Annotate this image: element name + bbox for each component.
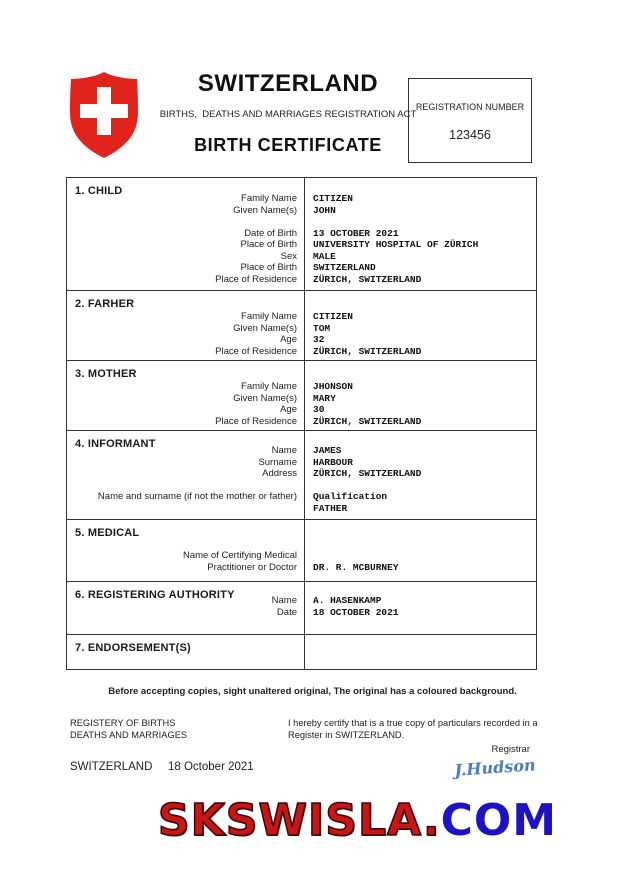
section-father-values bbox=[304, 291, 536, 360]
registration-number-value: 123456 bbox=[449, 128, 491, 142]
spacer bbox=[305, 480, 536, 492]
watermark-main: SKSWISLA. bbox=[157, 795, 441, 846]
certification-statement bbox=[288, 718, 538, 741]
section-title: 4. INFORMANT bbox=[75, 438, 156, 450]
registration-number-box bbox=[408, 78, 532, 163]
section-endorsements bbox=[67, 634, 536, 669]
field-label: Age bbox=[280, 334, 297, 345]
registrar-signature: J.Hudson bbox=[453, 755, 537, 780]
swiss-cross-horizontal bbox=[80, 104, 128, 118]
field-label: Place of Residence bbox=[215, 273, 297, 285]
section-child bbox=[67, 178, 536, 290]
section-endorsements-values bbox=[304, 635, 536, 669]
field-label: Name of Certifying Medical bbox=[182, 550, 297, 561]
section-registering-authority-labels bbox=[67, 582, 304, 634]
field-label: Place of Residence bbox=[215, 415, 297, 427]
spacer bbox=[305, 550, 536, 562]
footer-date: 18 October 2021 bbox=[168, 761, 254, 773]
section-title: 3. MOTHER bbox=[75, 368, 137, 380]
spacer bbox=[67, 480, 304, 492]
section-child-labels bbox=[67, 178, 304, 290]
field-value: A. HASENKAMP bbox=[313, 595, 382, 606]
field-label: Name bbox=[271, 595, 297, 606]
field-label: Sex bbox=[280, 250, 297, 262]
field-value: JHONSON bbox=[313, 381, 353, 392]
field-label: Family Name bbox=[241, 311, 297, 322]
section-medical-values bbox=[304, 520, 536, 581]
field-label: Name bbox=[271, 445, 297, 456]
section-father bbox=[67, 290, 536, 360]
field-label: Family Name bbox=[241, 381, 297, 392]
section-registering-authority bbox=[67, 581, 536, 634]
field-label: Name and surname (if not the mother or father) bbox=[97, 491, 297, 502]
footer-country: SWITZERLAND bbox=[70, 761, 153, 773]
registry-line-1: REGISTERY OF BIRTHS bbox=[70, 718, 176, 728]
section-mother bbox=[67, 360, 536, 430]
field-label: Given Name(s) bbox=[233, 392, 297, 404]
field-value: SWITZERLAND bbox=[313, 262, 376, 273]
field-label: Surname bbox=[258, 456, 297, 468]
field-value: 32 bbox=[313, 334, 325, 345]
registry-address bbox=[70, 718, 187, 741]
section-informant-labels bbox=[67, 431, 304, 519]
section-mother-values bbox=[304, 361, 536, 430]
field-value: 13 OCTOBER 2021 bbox=[313, 227, 399, 239]
field-label: Address bbox=[262, 468, 297, 479]
field-value: JOHN bbox=[313, 204, 336, 216]
certify-line-2: Register in SWITZERLAND. bbox=[288, 729, 405, 740]
field-label: Date bbox=[276, 606, 297, 618]
registration-act-subtitle: BIRTHS, DEATHS AND MARRIAGES REGISTRATION ACT bbox=[159, 109, 417, 120]
registration-number-label: REGISTRATION NUMBER bbox=[415, 102, 525, 112]
section-mother-labels bbox=[67, 361, 304, 430]
section-title: 6. REGISTERING AUTHORITY bbox=[75, 589, 235, 601]
field-value: MARY bbox=[313, 392, 336, 404]
field-value: CITIZEN bbox=[313, 193, 353, 204]
registrar-label: Registrar bbox=[491, 744, 530, 755]
section-medical-labels bbox=[67, 520, 304, 581]
field-label: Given Name(s) bbox=[233, 322, 297, 334]
section-registering-authority-values bbox=[304, 582, 536, 634]
section-title: 7. ENDORSEMENT(S) bbox=[75, 642, 191, 654]
field-value: UNIVERSITY HOSPITAL OF ZÜRICH bbox=[313, 239, 479, 250]
certify-line-1: I hereby certify that is a true copy of particulars recorded in a bbox=[288, 718, 538, 728]
copy-notice: Before accepting copies, sight unaltered original, The original has a coloured background. bbox=[108, 686, 517, 697]
field-value: ZÜRICH, SWITZERLAND bbox=[313, 415, 422, 427]
section-medical bbox=[67, 519, 536, 581]
field-value: HARBOUR bbox=[313, 456, 353, 468]
field-label: Place of Birth bbox=[240, 262, 297, 273]
field-value: FATHER bbox=[313, 502, 348, 514]
country-title: SWITZERLAND bbox=[197, 70, 379, 97]
header bbox=[150, 70, 426, 156]
spacer bbox=[67, 503, 304, 515]
document-title: BIRTH CERTIFICATE bbox=[194, 135, 382, 155]
section-title: 5. MEDICAL bbox=[75, 527, 140, 539]
watermark-tld: COM bbox=[440, 795, 558, 846]
field-value: Qualification bbox=[313, 491, 388, 502]
section-child-values bbox=[304, 178, 536, 290]
field-value: DR. R. MCBURNEY bbox=[313, 561, 399, 573]
field-value: ZÜRICH, SWITZERLAND bbox=[313, 345, 422, 357]
registry-line-2: DEATHS AND MARRIAGES bbox=[70, 729, 188, 740]
field-label: Place of Birth bbox=[240, 239, 297, 250]
section-title: 1. CHILD bbox=[75, 185, 123, 197]
field-value: ZÜRICH, SWITZERLAND bbox=[313, 273, 422, 285]
section-informant bbox=[67, 430, 536, 519]
field-value: 18 OCTOBER 2021 bbox=[313, 606, 399, 618]
field-value: 30 bbox=[313, 404, 325, 415]
site-watermark bbox=[0, 795, 625, 846]
section-endorsements-labels bbox=[67, 635, 304, 669]
field-value: TOM bbox=[313, 322, 331, 334]
field-value: JAMES bbox=[313, 445, 342, 456]
spacer bbox=[305, 216, 536, 228]
certificate-table bbox=[66, 177, 537, 670]
field-label: Age bbox=[280, 404, 297, 415]
field-label: Date of Birth bbox=[244, 227, 297, 239]
field-value: MALE bbox=[313, 250, 336, 262]
field-label: Family Name bbox=[241, 193, 297, 204]
field-label: Given Name(s) bbox=[233, 204, 297, 216]
field-label: Place of Residence bbox=[215, 345, 297, 357]
field-value: CITIZEN bbox=[313, 311, 353, 322]
field-value: ZÜRICH, SWITZERLAND bbox=[313, 468, 422, 479]
field-label: Practitioner or Doctor bbox=[207, 561, 297, 573]
section-father-labels bbox=[67, 291, 304, 360]
swiss-coat-of-arms-icon bbox=[66, 69, 142, 161]
spacer bbox=[67, 216, 304, 228]
section-informant-values bbox=[304, 431, 536, 519]
section-title: 2. FARHER bbox=[75, 298, 135, 310]
